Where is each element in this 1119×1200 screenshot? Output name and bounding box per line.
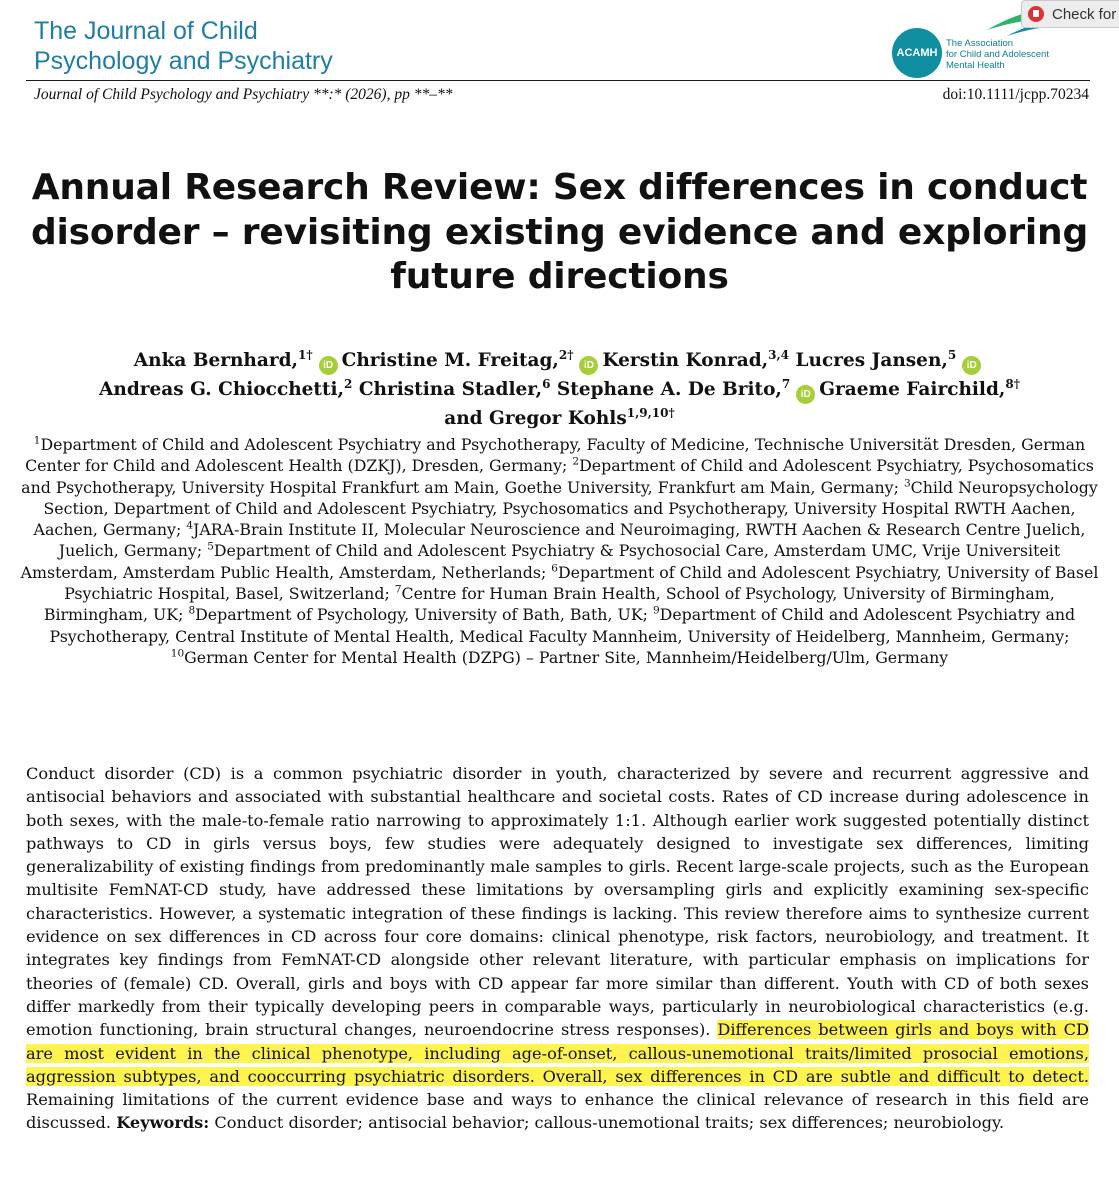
author-name: Kerstin Konrad,: [602, 350, 769, 371]
author-name: Andreas G. Chiocchetti,: [99, 379, 344, 400]
orcid-icon[interactable]: iD: [319, 356, 338, 375]
orcid-icon[interactable]: iD: [579, 356, 598, 375]
check-for-updates-button[interactable]: [1021, 0, 1119, 28]
affiliation: [188, 605, 653, 624]
affiliation-text: Centre for Human Brain Health, School of Psychology, University of Birmingham, Birmingham, UK;: [43, 584, 1055, 625]
affiliation-number: 2: [572, 456, 580, 469]
affiliation-text: Department of Psychology, University of Bath, Bath, UK;: [195, 605, 653, 625]
author: [795, 347, 985, 371]
header-divider: [26, 80, 1090, 81]
journal-title-line1: The Journal of Child: [34, 17, 258, 45]
affiliation-text: Department of Child and Adolescent Psychiatry, University of Basel Psychiatric Hospital, Basel, Switzerland;: [64, 562, 1099, 604]
affiliation-text: Department of Child and Adolescent Psychiatry and Psychotherapy, Faculty of Medicine, Technische Universität Dresden, German Center for Child and Adolescent Health (DZKJ), Dresden, Germany;: [25, 435, 1086, 476]
author-affiliation-marker: 6: [542, 376, 551, 391]
affiliations: [20, 434, 1099, 668]
affiliation-number: 5: [207, 541, 214, 554]
affiliation-text: Department of Child and Adolescent Psychiatry, Psychosomatics and Psychotherapy, University Hospital Frankfurt am Main, Goethe University, Frankfurt am Main, Germany;: [21, 456, 1094, 497]
affiliation-number: 9: [652, 605, 660, 618]
author: [341, 347, 603, 371]
acamh-tagline-line2: for Child and Adolescent: [946, 49, 1049, 60]
abstract-text: Conduct disorder (CD) is a common psychiatric disorder in youth, characterized by severe and recurrent aggressive and antisocial behaviors and associated with substantial healthcare and societal costs. Rates of CD increase during adolescence in both sexes, with the male-to-female ratio narrowing to approximately 1:1. Although earlier work suggested potentially distinct pathways to CD in girls versus boys, few studies were adequately designed to investigate sex differences, limiting generalizability of existing findings from predominantly male samples to girls. Recent large-scale projects, such as the European multisite FemNAT-CD study, have addressed these limitations by oversampling girls and explicitly examining sex-specific characteristics. However, a systematic integration of these findings is lacking. This review therefore aims to synthesize current evidence on sex differences in CD across four core domains: clinical phenotype, risk factors, neurobiology, and treatment. It integrates key findings from FemNAT-CD alongside other relevant literature, with particular emphasis on implications for theories of (female) CD. Overall, girls and boys with CD appear far more similar than different. Youth with CD of both sexes differ markedly from their typically developing peers in comparable ways, particularly in neurobiological characteristics (e.g. emotion functioning, brain structural changes, neuroendocrine stress responses).: [26, 764, 1089, 1040]
author-name: Stephane A. De Brito,: [556, 379, 782, 400]
article-title: Annual Research Review: Sex differences in conduct disorder – revisiting existing evidence and exploring future directions: [30, 167, 1089, 297]
check-updates-icon: [1028, 6, 1044, 22]
affiliation-text: Department of Child and Adolescent Psychiatry and Psychotherapy, Central Institute of Mental Health, Medical Faculty Mannheim, University of Heidelberg, Mannheim, Germany;: [49, 605, 1076, 646]
author-affiliation-marker: 3,4: [768, 347, 790, 362]
author: [133, 347, 342, 371]
affiliation-number: 1: [33, 434, 41, 447]
affiliation-text: Department of Child and Adolescent Psychiatry & Psychosocial Care, Amsterdam UMC, Vrije Universiteit Amsterdam, Amsterdam Public Health, Amsterdam, Netherlands;: [20, 541, 1061, 582]
abstract-text-continued: Remaining limitations of the current evidence base and ways to enhance the clinical relevance of research in this field are discussed.: [26, 1090, 1089, 1133]
author-affiliation-marker: 1,9,10†: [626, 405, 675, 420]
author: [99, 376, 359, 400]
author-affiliation-marker: 1†: [298, 347, 313, 362]
affiliation-number: 6: [551, 562, 558, 575]
author-affiliation-marker: 7: [781, 376, 791, 391]
acamh-tagline: [946, 38, 1096, 71]
journal-title-line2: Psychology and Psychiatry: [34, 47, 333, 75]
abstract: [26, 762, 1089, 1135]
affiliation-number: 3: [903, 477, 911, 490]
citation-line: [34, 86, 1089, 104]
author-affiliation-marker: 5: [947, 347, 957, 362]
author-name: Christina Stadler,: [358, 379, 543, 400]
acamh-tagline-line1: The Association: [946, 38, 1014, 49]
affiliation-text: Child Neuropsychology Section, Department of Child and Adolescent Psychiatry, Psychosomatics and Psychotherapy, University Hospital RWTH Aachen, Aachen, Germany;: [33, 477, 1098, 540]
author: [602, 347, 795, 371]
author-affiliation-marker: 8†: [1005, 376, 1020, 391]
author: [556, 376, 819, 400]
keywords: Conduct disorder; antisocial behavior; callous-unemotional traits; sex differences; neurobiology.: [209, 1113, 1005, 1133]
check-for-updates-label: Check for: [1052, 5, 1117, 23]
author-affiliation-marker: 2†: [558, 347, 574, 362]
doi-link[interactable]: doi:10.1111/jcpp.70234: [942, 86, 1089, 103]
author-name: and Gregor Kohls: [444, 408, 627, 429]
author: [358, 376, 557, 400]
journal-title: [34, 16, 333, 76]
author-name: Lucres Jansen,: [795, 350, 948, 371]
affiliation-number: 10: [170, 647, 185, 660]
author-name: Anka Bernhard,: [133, 350, 298, 371]
affiliation: [171, 648, 948, 667]
author-affiliation-marker: 2: [344, 376, 353, 391]
acamh-logo-badge: ACAMH: [892, 28, 942, 78]
acamh-tagline-line3: Mental Health: [946, 60, 1005, 71]
affiliation-number: 7: [394, 583, 402, 596]
journal-citation: Journal of Child Psychology and Psychiatry **:* (2026), pp **–**: [34, 86, 453, 103]
orcid-icon[interactable]: iD: [962, 356, 981, 375]
affiliation-text: JARA-Brain Institute II, Molecular Neuroscience and Neuroimaging, RWTH Aachen & Research Centre Juelich, Juelich, Germany;: [58, 520, 1086, 561]
author-list: [20, 346, 1099, 433]
affiliation-number: 4: [186, 519, 193, 532]
affiliation-number: 8: [188, 605, 196, 618]
affiliation-text: German Center for Mental Health (DZPG) – Partner Site, Mannheim/Heidelberg/Ulm, Germany: [184, 647, 949, 667]
orcid-icon[interactable]: iD: [796, 385, 815, 404]
author-name: Graeme Fairchild,: [819, 379, 1006, 400]
abstract-highlighted-text: Differences between girls and boys with CD are most evident in the clinical phenotype, including age-of-onset, callous-unemotional traits/limited prosocial emotions, aggression subtypes, and cooccurring psychiatric disorders. Overall, sex differences in CD are subtle and difficult to detect.: [26, 1020, 1089, 1086]
author-name: Christine M. Freitag,: [341, 350, 559, 371]
author: [819, 376, 1020, 400]
author: [444, 405, 675, 429]
keywords-label: Keywords:: [116, 1113, 210, 1133]
